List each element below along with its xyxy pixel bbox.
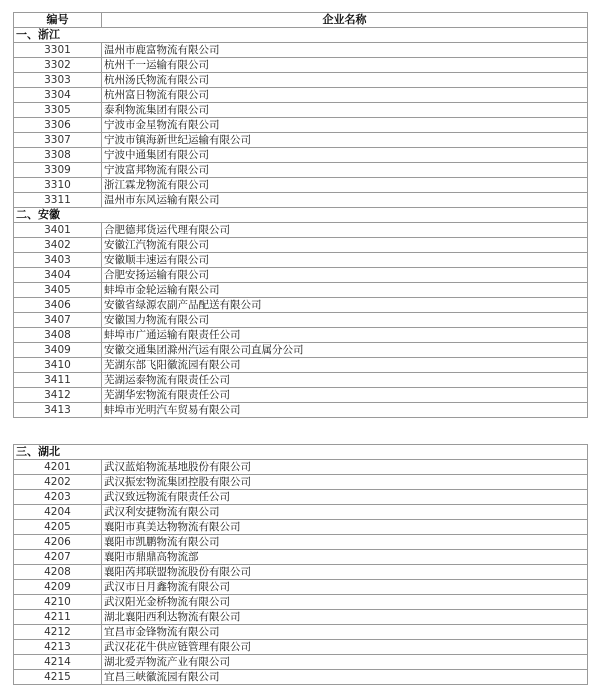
company-code: 3304 <box>14 88 102 103</box>
company-code: 4211 <box>14 610 102 625</box>
company-name: 武汉利安捷物流有限公司 <box>102 505 588 520</box>
section-spacer <box>14 418 588 445</box>
table-row <box>14 460 588 475</box>
company-code: 4214 <box>14 655 102 670</box>
company-code: 3306 <box>14 118 102 133</box>
company-code: 3308 <box>14 148 102 163</box>
company-code: 3410 <box>14 358 102 373</box>
company-name: 芜湖运泰物流有限责任公司 <box>102 373 588 388</box>
company-code: 3401 <box>14 223 102 238</box>
table-row <box>14 283 588 298</box>
company-name: 蚌埠市金轮运输有限公司 <box>102 283 588 298</box>
section-title: 三、湖北 <box>14 445 588 460</box>
company-code: 3403 <box>14 253 102 268</box>
company-name: 武汉花花牛供应链管理有限公司 <box>102 640 588 655</box>
company-list-document <box>13 12 587 685</box>
company-code: 3311 <box>14 193 102 208</box>
table-row <box>14 238 588 253</box>
table-row <box>14 268 588 283</box>
company-name: 宜昌市金锋物流有限公司 <box>102 625 588 640</box>
table-row <box>14 133 588 148</box>
company-name: 安徽交通集团滁州汽运有限公司直属分公司 <box>102 343 588 358</box>
table-row <box>14 88 588 103</box>
company-name: 芜湖东部飞阳徽流园有限公司 <box>102 358 588 373</box>
company-code: 4208 <box>14 565 102 580</box>
company-code: 4202 <box>14 475 102 490</box>
company-name: 安徽省绿源农副产品配送有限公司 <box>102 298 588 313</box>
table-row <box>14 163 588 178</box>
table-row <box>14 358 588 373</box>
company-code: 3307 <box>14 133 102 148</box>
company-name: 安徽顺丰速运有限公司 <box>102 253 588 268</box>
company-code: 4206 <box>14 535 102 550</box>
table-row <box>14 388 588 403</box>
company-code: 3305 <box>14 103 102 118</box>
table-row <box>14 640 588 655</box>
company-code: 4205 <box>14 520 102 535</box>
company-name: 温州市东风运输有限公司 <box>102 193 588 208</box>
company-name: 合肥德邦货运代理有限公司 <box>102 223 588 238</box>
company-table <box>13 12 588 685</box>
company-name: 武汉蓝焰物流基地股份有限公司 <box>102 460 588 475</box>
company-name: 蚌埠市广通运输有限责任公司 <box>102 328 588 343</box>
table-row <box>14 535 588 550</box>
table-body <box>14 28 588 685</box>
section-header-row <box>14 28 588 43</box>
table-row <box>14 193 588 208</box>
company-name: 杭州千一运输有限公司 <box>102 58 588 73</box>
table-row <box>14 490 588 505</box>
company-code: 3412 <box>14 388 102 403</box>
company-code: 4203 <box>14 490 102 505</box>
table-row <box>14 373 588 388</box>
company-code: 3402 <box>14 238 102 253</box>
table-row <box>14 253 588 268</box>
table-row <box>14 670 588 685</box>
header-code: 编号 <box>14 13 102 28</box>
table-row <box>14 328 588 343</box>
company-name: 襄阳芮邦联盟物流股份有限公司 <box>102 565 588 580</box>
table-row <box>14 58 588 73</box>
company-code: 3408 <box>14 328 102 343</box>
company-code: 4204 <box>14 505 102 520</box>
table-row <box>14 178 588 193</box>
company-name: 杭州富日物流有限公司 <box>102 88 588 103</box>
table-row <box>14 118 588 133</box>
company-code: 4210 <box>14 595 102 610</box>
company-code: 3310 <box>14 178 102 193</box>
table-row <box>14 595 588 610</box>
company-code: 3409 <box>14 343 102 358</box>
table-row <box>14 580 588 595</box>
company-name: 泰利物流集团有限公司 <box>102 103 588 118</box>
company-code: 3411 <box>14 373 102 388</box>
company-name: 宁波中通集团有限公司 <box>102 148 588 163</box>
company-code: 4209 <box>14 580 102 595</box>
company-name: 安徽江汽物流有限公司 <box>102 238 588 253</box>
section-title: 一、浙江 <box>14 28 588 43</box>
table-row <box>14 43 588 58</box>
section-header-row <box>14 445 588 460</box>
table-row <box>14 403 588 418</box>
company-code: 3309 <box>14 163 102 178</box>
company-name: 杭州汤氏物流有限公司 <box>102 73 588 88</box>
company-code: 3303 <box>14 73 102 88</box>
table-row <box>14 298 588 313</box>
table-row <box>14 520 588 535</box>
company-name: 湖北爱弄物流产业有限公司 <box>102 655 588 670</box>
company-code: 3404 <box>14 268 102 283</box>
company-name: 武汉致远物流有限责任公司 <box>102 490 588 505</box>
header-row <box>14 13 588 28</box>
table-row <box>14 475 588 490</box>
table-row <box>14 610 588 625</box>
company-name: 武汉阳光金桥物流有限公司 <box>102 595 588 610</box>
company-name: 襄阳市鼎鼎高物流部 <box>102 550 588 565</box>
company-code: 3405 <box>14 283 102 298</box>
company-name: 温州市鹿富物流有限公司 <box>102 43 588 58</box>
table-row <box>14 103 588 118</box>
company-name: 宁波富邦物流有限公司 <box>102 163 588 178</box>
company-name: 武汉振宏物流集团控股有限公司 <box>102 475 588 490</box>
company-name: 宜昌三峡徽流园有限公司 <box>102 670 588 685</box>
table-row <box>14 148 588 163</box>
company-name: 湖北襄阳西利达物流有限公司 <box>102 610 588 625</box>
company-name: 宁波市金星物流有限公司 <box>102 118 588 133</box>
table-row <box>14 223 588 238</box>
company-name: 襄阳市真美达物物流有限公司 <box>102 520 588 535</box>
table-row <box>14 343 588 358</box>
section-title: 二、安徽 <box>14 208 588 223</box>
company-code: 3406 <box>14 298 102 313</box>
table-row <box>14 73 588 88</box>
table-row <box>14 565 588 580</box>
section-header-row <box>14 208 588 223</box>
spacer-cell <box>14 418 588 445</box>
company-code: 4212 <box>14 625 102 640</box>
table-row <box>14 550 588 565</box>
company-name: 安徽国力物流有限公司 <box>102 313 588 328</box>
company-name: 芜湖华宏物流有限责任公司 <box>102 388 588 403</box>
table-row <box>14 625 588 640</box>
company-code: 4207 <box>14 550 102 565</box>
company-code: 4201 <box>14 460 102 475</box>
table-row <box>14 505 588 520</box>
company-name: 宁波市镇海新世纪运输有限公司 <box>102 133 588 148</box>
company-name: 浙江霖龙物流有限公司 <box>102 178 588 193</box>
company-code: 3301 <box>14 43 102 58</box>
company-name: 合肥安扬运输有限公司 <box>102 268 588 283</box>
company-code: 3302 <box>14 58 102 73</box>
company-code: 4213 <box>14 640 102 655</box>
company-code: 4215 <box>14 670 102 685</box>
company-name: 蚌埠市光明汽车贸易有限公司 <box>102 403 588 418</box>
header-name: 企业名称 <box>102 13 588 28</box>
company-code: 3413 <box>14 403 102 418</box>
table-row <box>14 655 588 670</box>
company-name: 武汉市日月鑫物流有限公司 <box>102 580 588 595</box>
company-name: 襄阳市凯鹏物流有限公司 <box>102 535 588 550</box>
table-row <box>14 313 588 328</box>
company-code: 3407 <box>14 313 102 328</box>
